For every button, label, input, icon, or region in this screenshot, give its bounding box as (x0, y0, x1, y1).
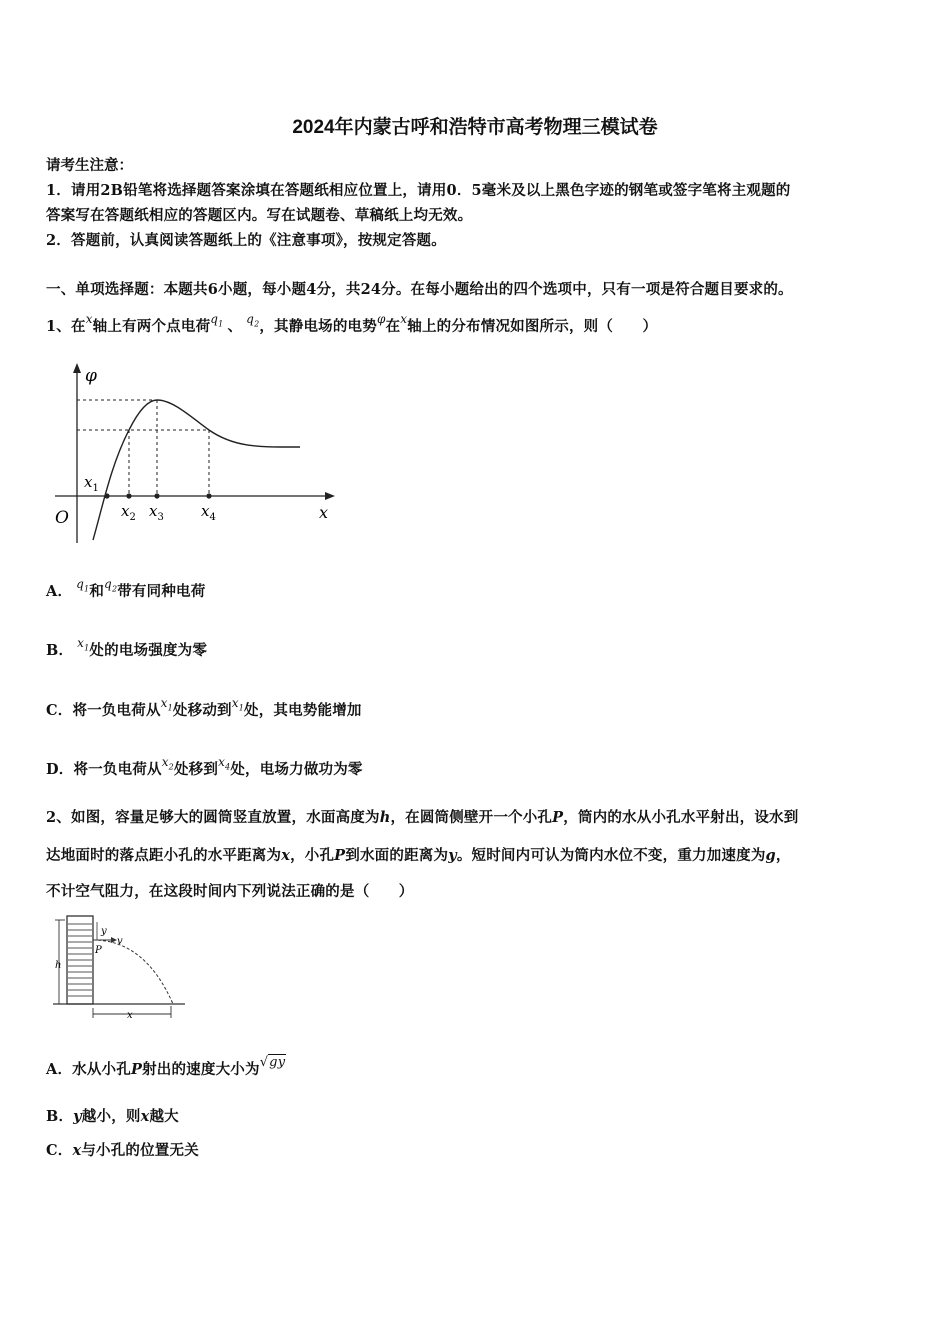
page-title: 2024年内蒙古呼和浩特市高考物理三模试卷 (292, 117, 658, 138)
q1-symbol: q1 (210, 312, 224, 329)
q1-option-b[interactable]: B． $^{x_1}$处的电场强度为零 (46, 636, 208, 659)
q1-option-c[interactable]: C．将一负电荷从$^{x_1}$处移动到$^{x_1}$处，其电势能增加 (46, 696, 362, 719)
notice-item2: 2．答题前，认真阅读答题纸上的《注意事项》，按规定答题。 (46, 232, 446, 249)
cylinder-figure (45, 912, 190, 1024)
y-axis-arrow (73, 363, 81, 373)
notice-item1-line1: 1．请用2B铅笔将选择题答案涂填在答题纸相应位置上，请用0．5毫米及以上黑色字迹的钢笔或签字笔将主观题的 (46, 182, 791, 199)
q2-stem-line3: 不计空气阻力，在这段时间内下列说法正确的是（ ） (46, 883, 414, 900)
potential-graph (45, 355, 345, 545)
notice-heading: 请考生注意： (46, 157, 133, 174)
P-label: P (95, 945, 102, 956)
q1-stem: 1、在$^x$轴上有两个点电荷$^{q_1}$ 、 $^{q_2}$，其静电场的电势$^\varphi$在$^x$轴上的分布情况如图所示，则（ ） (46, 312, 658, 335)
q2-option-a[interactable]: A．水从小孔P射出的速度大小为√gy (46, 1055, 286, 1078)
trajectory (93, 940, 173, 1004)
q2-stem-line2: 达地面时的落点距小孔的水平距离为x，小孔P到水面的距离为y。短时间内可认为筒内水位不变，重力加速度为g， (46, 847, 791, 864)
x-axis-arrow (325, 492, 335, 500)
q2-symbol: q2 (246, 312, 260, 329)
x-dim-label: x (127, 1010, 133, 1021)
x1-label: $x_1$ (84, 473, 99, 494)
x2-label: $x_2$ (121, 502, 136, 523)
x-label: x (319, 503, 329, 522)
notice-item1-line2: 答案写在答题纸相应的答题区内。写在试题卷、草稿纸上均无效。 (46, 207, 473, 224)
x4-label: $x_4$ (201, 502, 216, 523)
phi-label: φ (85, 366, 97, 386)
q2-option-b[interactable]: B．y越小，则x越大 (46, 1108, 179, 1125)
q1-option-d[interactable]: D．将一负电荷从$^{x_2}$处移到$^{x_4}$处，电场力做功为零 (46, 755, 363, 778)
x3-label: $x_3$ (149, 502, 164, 523)
q2-option-c[interactable]: C．x与小孔的位置无关 (46, 1142, 199, 1159)
q2-stem-line1: 2、如图，容量足够大的圆筒竖直放置，水面高度为h，在圆筒侧壁开一个小孔P，筒内的水从小孔水平射出，设水到 (46, 809, 799, 826)
q1-option-a[interactable]: A． $^{q_1}$和$^{q_2}$带有同种电荷 (46, 577, 206, 600)
section-heading: 一、单项选择题：本题共6小题，每小题4分，共24分。在每小题给出的四个选项中，只有一项是符合题目要求的。 (46, 281, 793, 298)
h-label: h (55, 960, 62, 971)
origin-label: O (55, 508, 69, 528)
y-label: y (101, 926, 107, 937)
v-label: v (117, 936, 123, 947)
